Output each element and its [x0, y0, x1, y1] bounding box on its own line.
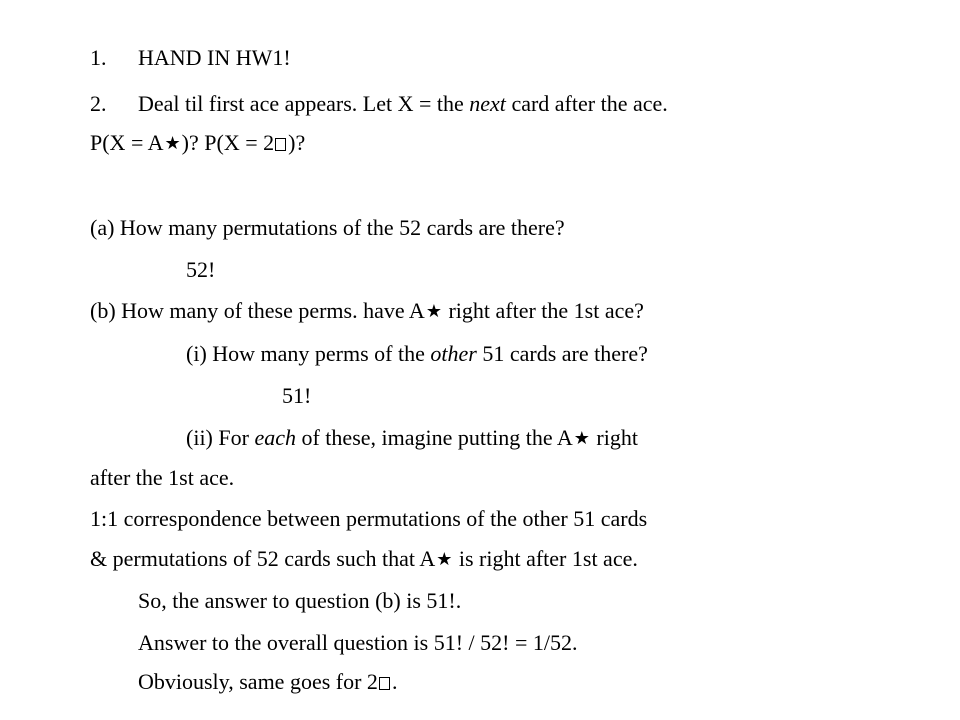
sub-ii-pre: (ii) For	[186, 425, 255, 450]
emphasis-next: next	[469, 91, 506, 116]
sub-question-i	[186, 341, 648, 367]
part-a-answer: 52!	[186, 257, 216, 282]
list-number: 1.	[90, 45, 107, 70]
correspondence-line-1: 1:1 correspondence between permutations of the other 51 cards	[90, 506, 648, 531]
conclusion-text-b: .	[391, 669, 398, 694]
emphasis-each: each	[254, 425, 296, 450]
conclusion-line-3	[138, 669, 397, 695]
star-icon: ★	[164, 133, 181, 153]
prob-text-b: )? P(X = 2	[181, 130, 275, 155]
list-number: 2.	[90, 91, 107, 116]
correspondence-text-b: is right after 1st ace.	[453, 546, 638, 571]
sub-ii-mid: of these, imagine putting the A	[295, 425, 573, 450]
sub-ii-post: right	[590, 425, 638, 450]
sub-i-answer: 51!	[282, 383, 312, 408]
correspondence-text-a: & permutations of 52 cards such that A	[90, 546, 436, 571]
star-icon: ★	[425, 301, 442, 321]
list-item-1	[90, 45, 291, 71]
part-b-text-a: (b) How many of these perms. have A	[90, 298, 425, 323]
conclusion-line-1: So, the answer to question (b) is 51!.	[138, 588, 462, 613]
card-suit-box-icon	[275, 138, 286, 151]
list-item-tail: card after the ace.	[505, 91, 668, 116]
sub-i-post: 51 cards are there?	[476, 341, 648, 366]
part-a-question: (a) How many permutations of the 52 cards are there?	[90, 215, 565, 240]
star-icon: ★	[436, 549, 453, 569]
probability-question	[90, 130, 305, 156]
card-suit-box-icon	[379, 677, 390, 690]
correspondence-line-2	[90, 546, 638, 572]
conclusion-text-a: Obviously, same goes for 2	[138, 669, 378, 694]
part-b-text-b: right after the 1st ace?	[442, 298, 644, 323]
prob-text-c: )?	[288, 130, 306, 155]
conclusion-line-2: Answer to the overall question is 51! / 52! = 1/52.	[138, 630, 578, 655]
sub-i-pre: (i) How many perms of the	[186, 341, 431, 366]
prob-text-a: P(X = A	[90, 130, 164, 155]
emphasis-other: other	[430, 341, 477, 366]
list-item-text: Deal til first ace appears. Let X = the	[138, 91, 470, 116]
sub-question-ii	[186, 425, 638, 451]
part-b-question	[90, 298, 644, 324]
star-icon: ★	[573, 428, 590, 448]
sub-ii-continuation: after the 1st ace.	[90, 465, 235, 490]
list-item-text: HAND IN HW1!	[138, 45, 291, 70]
list-item-2	[90, 91, 668, 117]
